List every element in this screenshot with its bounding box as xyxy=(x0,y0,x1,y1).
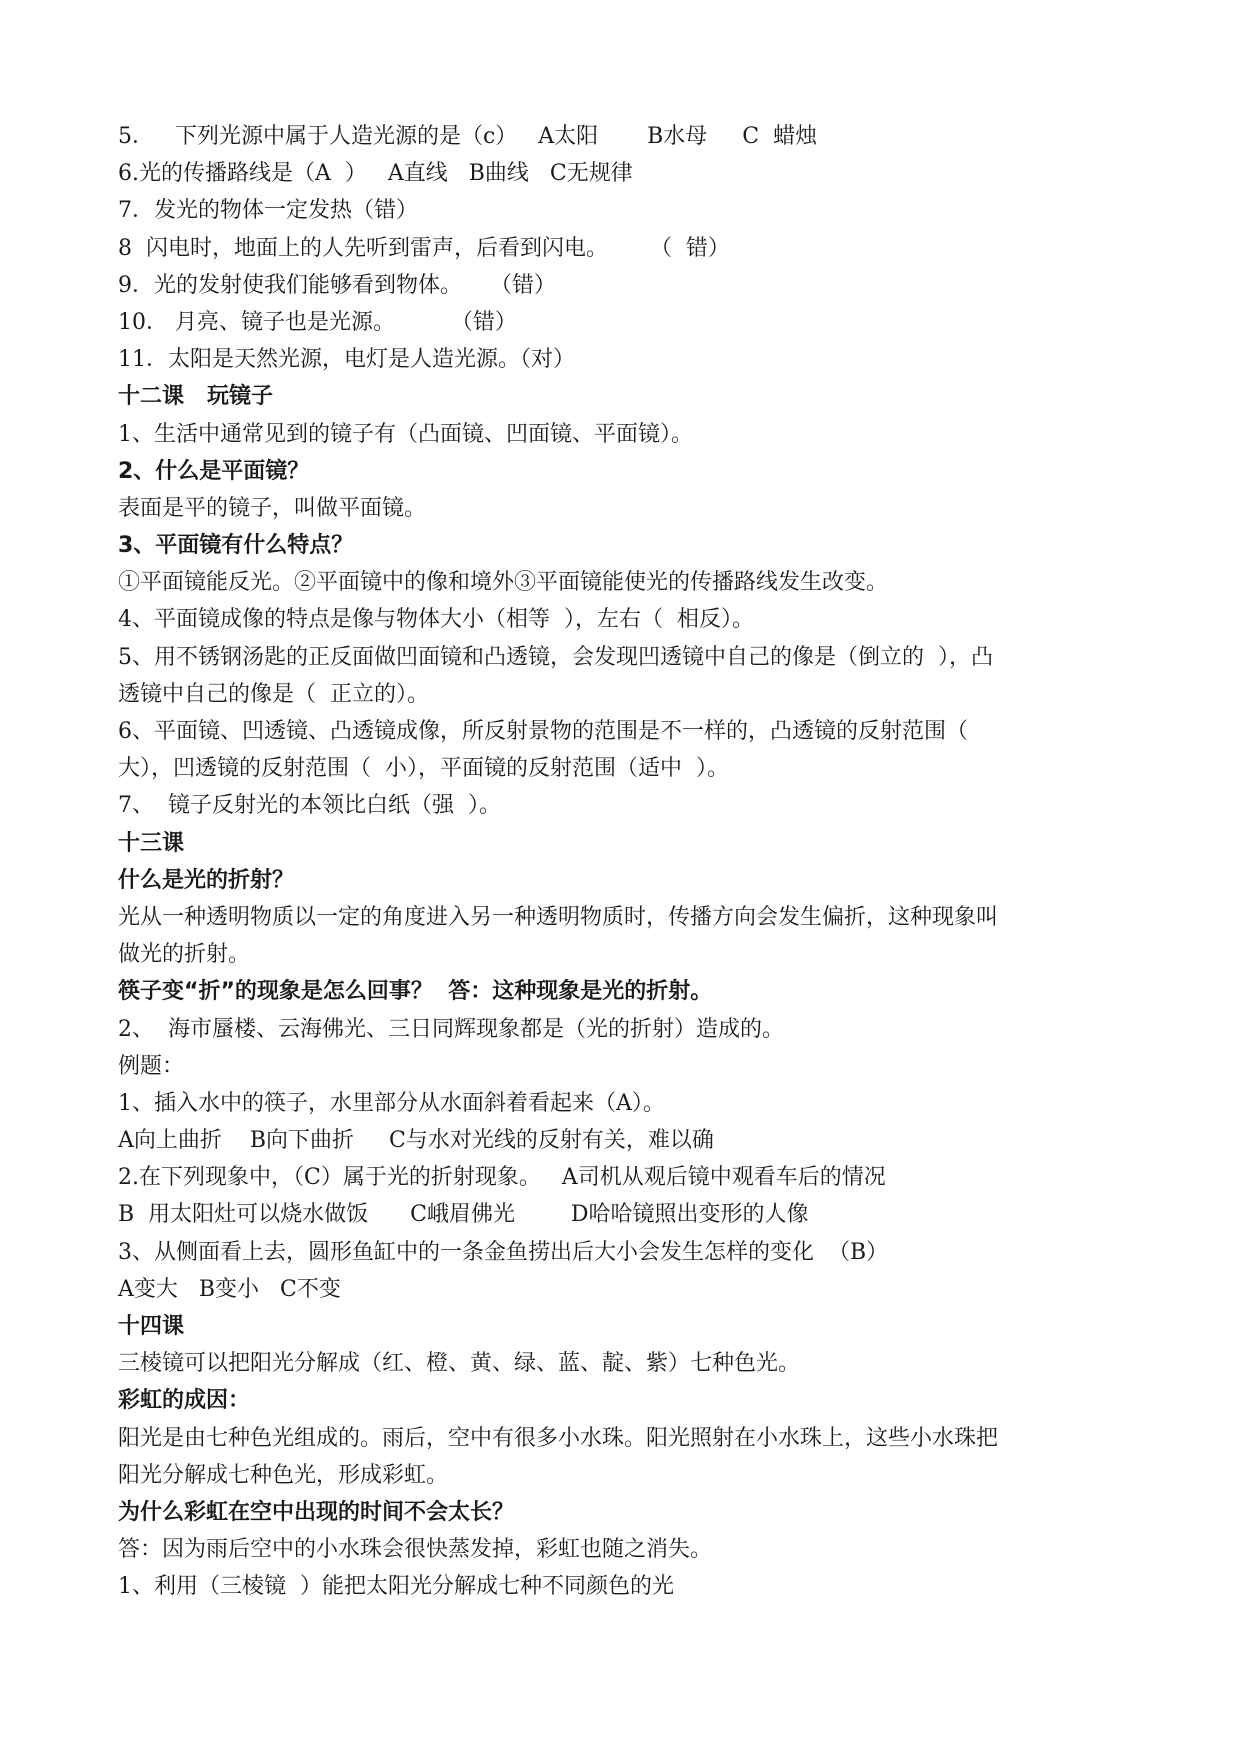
text-line: 答：因为雨后空中的小水珠会很快蒸发掉，彩虹也随之消失。 xyxy=(118,1537,713,1563)
section-heading: 2、什么是平面镜？ xyxy=(118,458,310,484)
text-line: 10． 月亮、镜子也是光源。 （错） xyxy=(118,309,517,335)
document-page xyxy=(118,118,1128,1606)
text-line: 3、从侧面看上去，圆形鱼缸中的一条金鱼捞出后大小会发生怎样的变化 （B） xyxy=(118,1239,889,1265)
text-line: A变大 B变小 C不变 xyxy=(118,1276,341,1302)
text-line: 1、利用（三棱镜 ）能把太阳光分解成七种不同颜色的光 xyxy=(118,1574,674,1600)
text-line: 做光的折射。 xyxy=(118,942,251,968)
text-line: 6.光的传播路线是（A ） A直线 B曲线 C无规律 xyxy=(118,161,633,187)
text-line: 8 闪电时，地面上的人先听到雷声，后看到闪电。 （ 错） xyxy=(118,235,730,261)
text-line: 1、插入水中的筷子，水里部分从水面斜着看起来（A）。 xyxy=(118,1090,665,1116)
section-heading: 什么是光的折射？ xyxy=(118,867,295,893)
text-line: 9．光的发射使我们能够看到物体。 （错） xyxy=(118,272,556,298)
text-line: 4、平面镜成像的特点是像与物体大小（相等 ），左右（ 相反）。 xyxy=(118,607,754,633)
text-line: 2.在下列现象中，（C）属于光的折射现象。 A司机从观后镜中观看车后的情况 xyxy=(118,1165,886,1191)
section-heading: 为什么彩虹在空中出现的时间不会太长？ xyxy=(118,1499,515,1525)
text-line: 表面是平的镜子，叫做平面镜。 xyxy=(118,495,427,521)
section-heading: 3、平面镜有什么特点？ xyxy=(118,533,354,559)
section-heading: 十二课 玩镜子 xyxy=(118,384,273,410)
text-line: 例题： xyxy=(118,1053,185,1079)
text-line: 阳光分解成七种色光，形成彩虹。 xyxy=(118,1462,449,1488)
section-heading: 筷子变“折”的现象是怎么回事？ 答：这种现象是光的折射。 xyxy=(118,979,713,1005)
text-line: 三棱镜可以把阳光分解成（红、橙、黄、绿、蓝、靛、紫）七种色光。 xyxy=(118,1351,801,1377)
text-line: 5、用不锈钢汤匙的正反面做凹面镜和凸透镜，会发现凹透镜中自己的像是（倒立的 ），凸 xyxy=(118,644,993,670)
text-line: A向上曲折 B向下曲折 C与水对光线的反射有关，难以确 xyxy=(118,1128,714,1154)
text-line: 6、平面镜、凹透镜、凸透镜成像，所反射景物的范围是不一样的，凸透镜的反射范围（ xyxy=(118,719,968,744)
text-line: 5． 下列光源中属于人造光源的是（c） A太阳 B水母 C 蜡烛 xyxy=(118,124,818,149)
text-line: 7、 镜子反射光的本领比白纸（强 ）。 xyxy=(118,793,501,819)
section-heading: 十四课 xyxy=(118,1314,185,1339)
text-line: 大），凹透镜的反射范围（ 小），平面镜的反射范围（适中 ）。 xyxy=(118,756,729,782)
text-line: 2、 海市蜃楼、云海佛光、三日同辉现象都是（光的折射）造成的。 xyxy=(118,1016,784,1042)
text-line: 11．太阳是天然光源，电灯是人造光源。（对） xyxy=(118,347,575,373)
text-line: 7．发光的物体一定发热（错） xyxy=(118,198,418,224)
text-line: 光从一种透明物质以一定的角度进入另一种透明物质时，传播方向会发生偏折，这种现象叫 xyxy=(118,904,999,930)
section-heading: 彩虹的成因： xyxy=(118,1388,251,1414)
text-line: B 用太阳灶可以烧水做饭 C峨眉佛光 D哈哈镜照出变形的人像 xyxy=(118,1202,809,1228)
text-line: 阳光是由七种色光组成的。雨后，空中有很多小水珠。阳光照射在小水珠上，这些小水珠把 xyxy=(118,1425,999,1451)
text-line: ①平面镜能反光。②平面镜中的像和境外③平面镜能使光的传播路线发生改变。 xyxy=(118,570,889,596)
section-heading: 十三课 xyxy=(118,830,185,856)
text-line: 透镜中自己的像是（ 正立的）。 xyxy=(118,681,429,707)
text-line: 1、生活中通常见到的镜子有（凸面镜、凹面镜、平面镜）。 xyxy=(118,421,693,447)
